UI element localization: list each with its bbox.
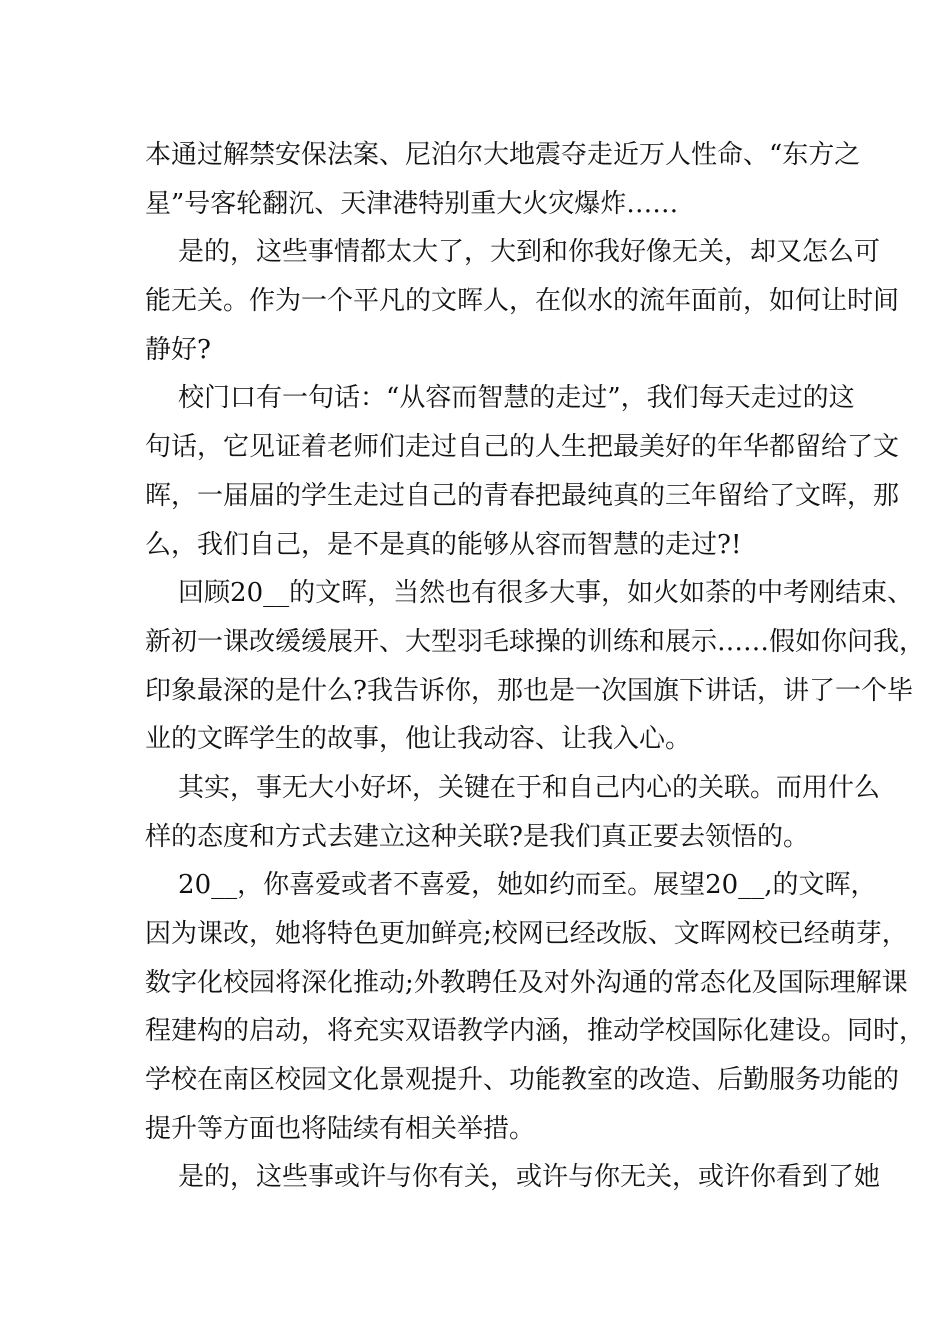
text-line: 回顾20__的文晖，当然也有很多大事，如火如荼的中考刚结束、 [145,578,914,609]
text-line: 学校在南区校园文化景观提升、功能教室的改造、后勤服务功能的 [145,1065,900,1096]
text-line: 本通过解禁安保法案、尼泊尔大地震夺走近万人性命、“东方之 [145,140,861,170]
text-line: 样的态度和方式去建立这种关联?是我们真正要去领悟的。 [145,821,809,852]
text-line: 句话，它见证着老师们走过自己的人生把最美好的年华都留给了文 [145,432,900,463]
text-line: 能无关。作为一个平凡的文晖人，在似水的流年面前，如何让时间 [145,286,900,317]
text-line: 星”号客轮翻沉、天津港特别重大火灾爆炸…… [145,188,679,219]
text-line: 程建构的启动，将充实双语教学内涵，推动学校国际化建设。同时， [145,1016,926,1047]
text-line: 业的文晖学生的故事，他让我动容、让我入心。 [145,724,692,755]
text-line: 20__，你喜爱或者不喜爱，她如约而至。展望20__,的文晖， [145,870,877,901]
text-line: 数字化校园将深化推动;外教聘任及对外沟通的常态化及国际理解课 [145,967,908,998]
text-line: 新初一课改缓缓展开、大型羽毛球操的训练和展示……假如你问我， [145,626,926,657]
text-line: 校门口有一句话：“从容而智慧的走过”，我们每天走过的这 [145,383,855,414]
text-line: 晖，一届届的学生走过自己的青春把最纯真的三年留给了文晖，那 [145,480,900,511]
text-line: 么，我们自己，是不是真的能够从容而智慧的走过?! [145,529,742,560]
text-line: 因为课改，她将特色更加鲜亮;校网已经改版、文晖网校已经萌芽， [145,919,908,949]
text-line: 其实，事无大小好坏，关键在于和自己内心的关联。而用什么 [145,772,881,803]
text-line: 静好? [145,334,211,365]
text-line: 印象最深的是什么?我告诉你，那也是一次国旗下讲话，讲了一个毕 [145,675,913,706]
text-line: 是的，这些事或许与你有关，或许与你无关，或许你看到了她 [145,1162,881,1193]
body-text [145,131,926,1202]
text-line: 是的，这些事情都太大了，大到和你我好像无关，却又怎么可 [145,237,881,268]
text-line: 提升等方面也将陆续有相关举措。 [145,1113,536,1144]
